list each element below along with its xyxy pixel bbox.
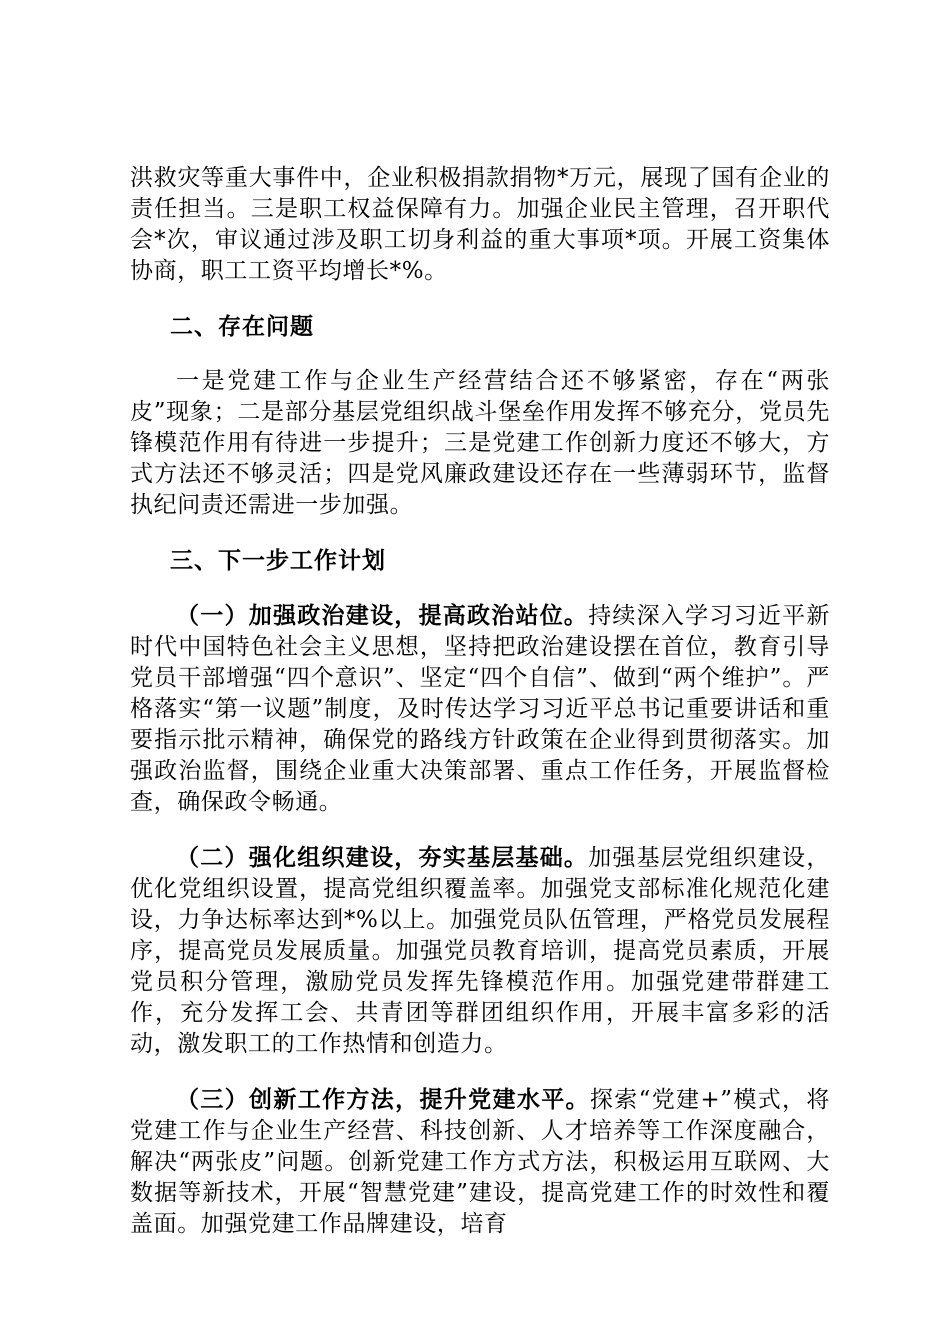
paragraph-text: 加强基层党组织建设，优化党组织设置，提高党组织覆盖率。加强党支部标准化规范化建设，力争达标率达到*%以上。加强党员队伍管理，严格党员发展程序，提高党员发展质量。加强党员教育培训，提高党员素质，开展党员积分管理，激励党员发挥先锋模范作用。加强党建带群建工作，充分发挥工会、共青团等群团组织作用，开展丰富多彩的活动，激发职工的工作热情和创造力。	[130, 845, 831, 1057]
paragraph-text: 一是党建工作与企业生产经营结合还不够紧密，存在“两张皮”现象；二是部分基层党组织战斗堡垒作用发挥不够充分，党员先锋模范作用有待进一步提升；三是党建工作创新力度还不够大，方式方法还不够灵活；四是党风廉政建设还存在一些薄弱环节，监督执纪问责还需进一步加强。	[130, 368, 830, 518]
paragraph-problems	[130, 366, 830, 521]
paragraph-text: 洪救灾等重大事件中，企业积极捐款捐物*万元，展现了国有企业的责任担当。三是职工权益保障有力。加强企业民主管理，召开职代会*次，审议通过涉及职工切身利益的重大事项*项。开展工资集体协商，职工工资平均增长*%。	[130, 165, 830, 284]
paragraph-organization-construction	[130, 842, 830, 1060]
paragraph-innovation	[130, 1084, 830, 1240]
section-heading-next-steps: 三、下一步工作计划	[170, 547, 386, 574]
paragraph-political-construction	[130, 600, 830, 818]
paragraph-lead: （二）强化组织建设，夯实基层基础。	[176, 844, 589, 871]
paragraph-lead: （一）加强政治建设，提高政治站位。	[176, 602, 589, 629]
paragraph-lead: （三）创新工作方法，提升党建水平。	[176, 1086, 590, 1113]
paragraph-text: 探索“党建+”模式，将党建工作与企业生产经营、科技创新、人才培养等工作深度融合，解决“两张皮”问题。创新党建工作方式方法，积极运用互联网、大数据等新技术，开展“智慧党建”建设，提高党建工作的时效性和覆盖面。加强党建工作品牌建设，培育	[130, 1087, 830, 1237]
section-heading-problems: 二、存在问题	[170, 313, 314, 340]
paragraph-continuation	[130, 163, 830, 287]
document-page	[130, 163, 830, 1240]
paragraph-text: 持续深入学习习近平新时代中国特色社会主义思想，坚持把政治建设摆在首位，教育引导党员干部增强“四个意识”、坚定“四个自信”、做到“两个维护”。严格落实“第一议题”制度，及时传达学习习近平总书记重要讲话和重要指示批示精神，确保党的路线方针政策在企业得到贯彻落实。加强政治监督，围绕企业重大决策部署、重点工作任务，开展监督检查，确保政令畅通。	[130, 603, 831, 815]
